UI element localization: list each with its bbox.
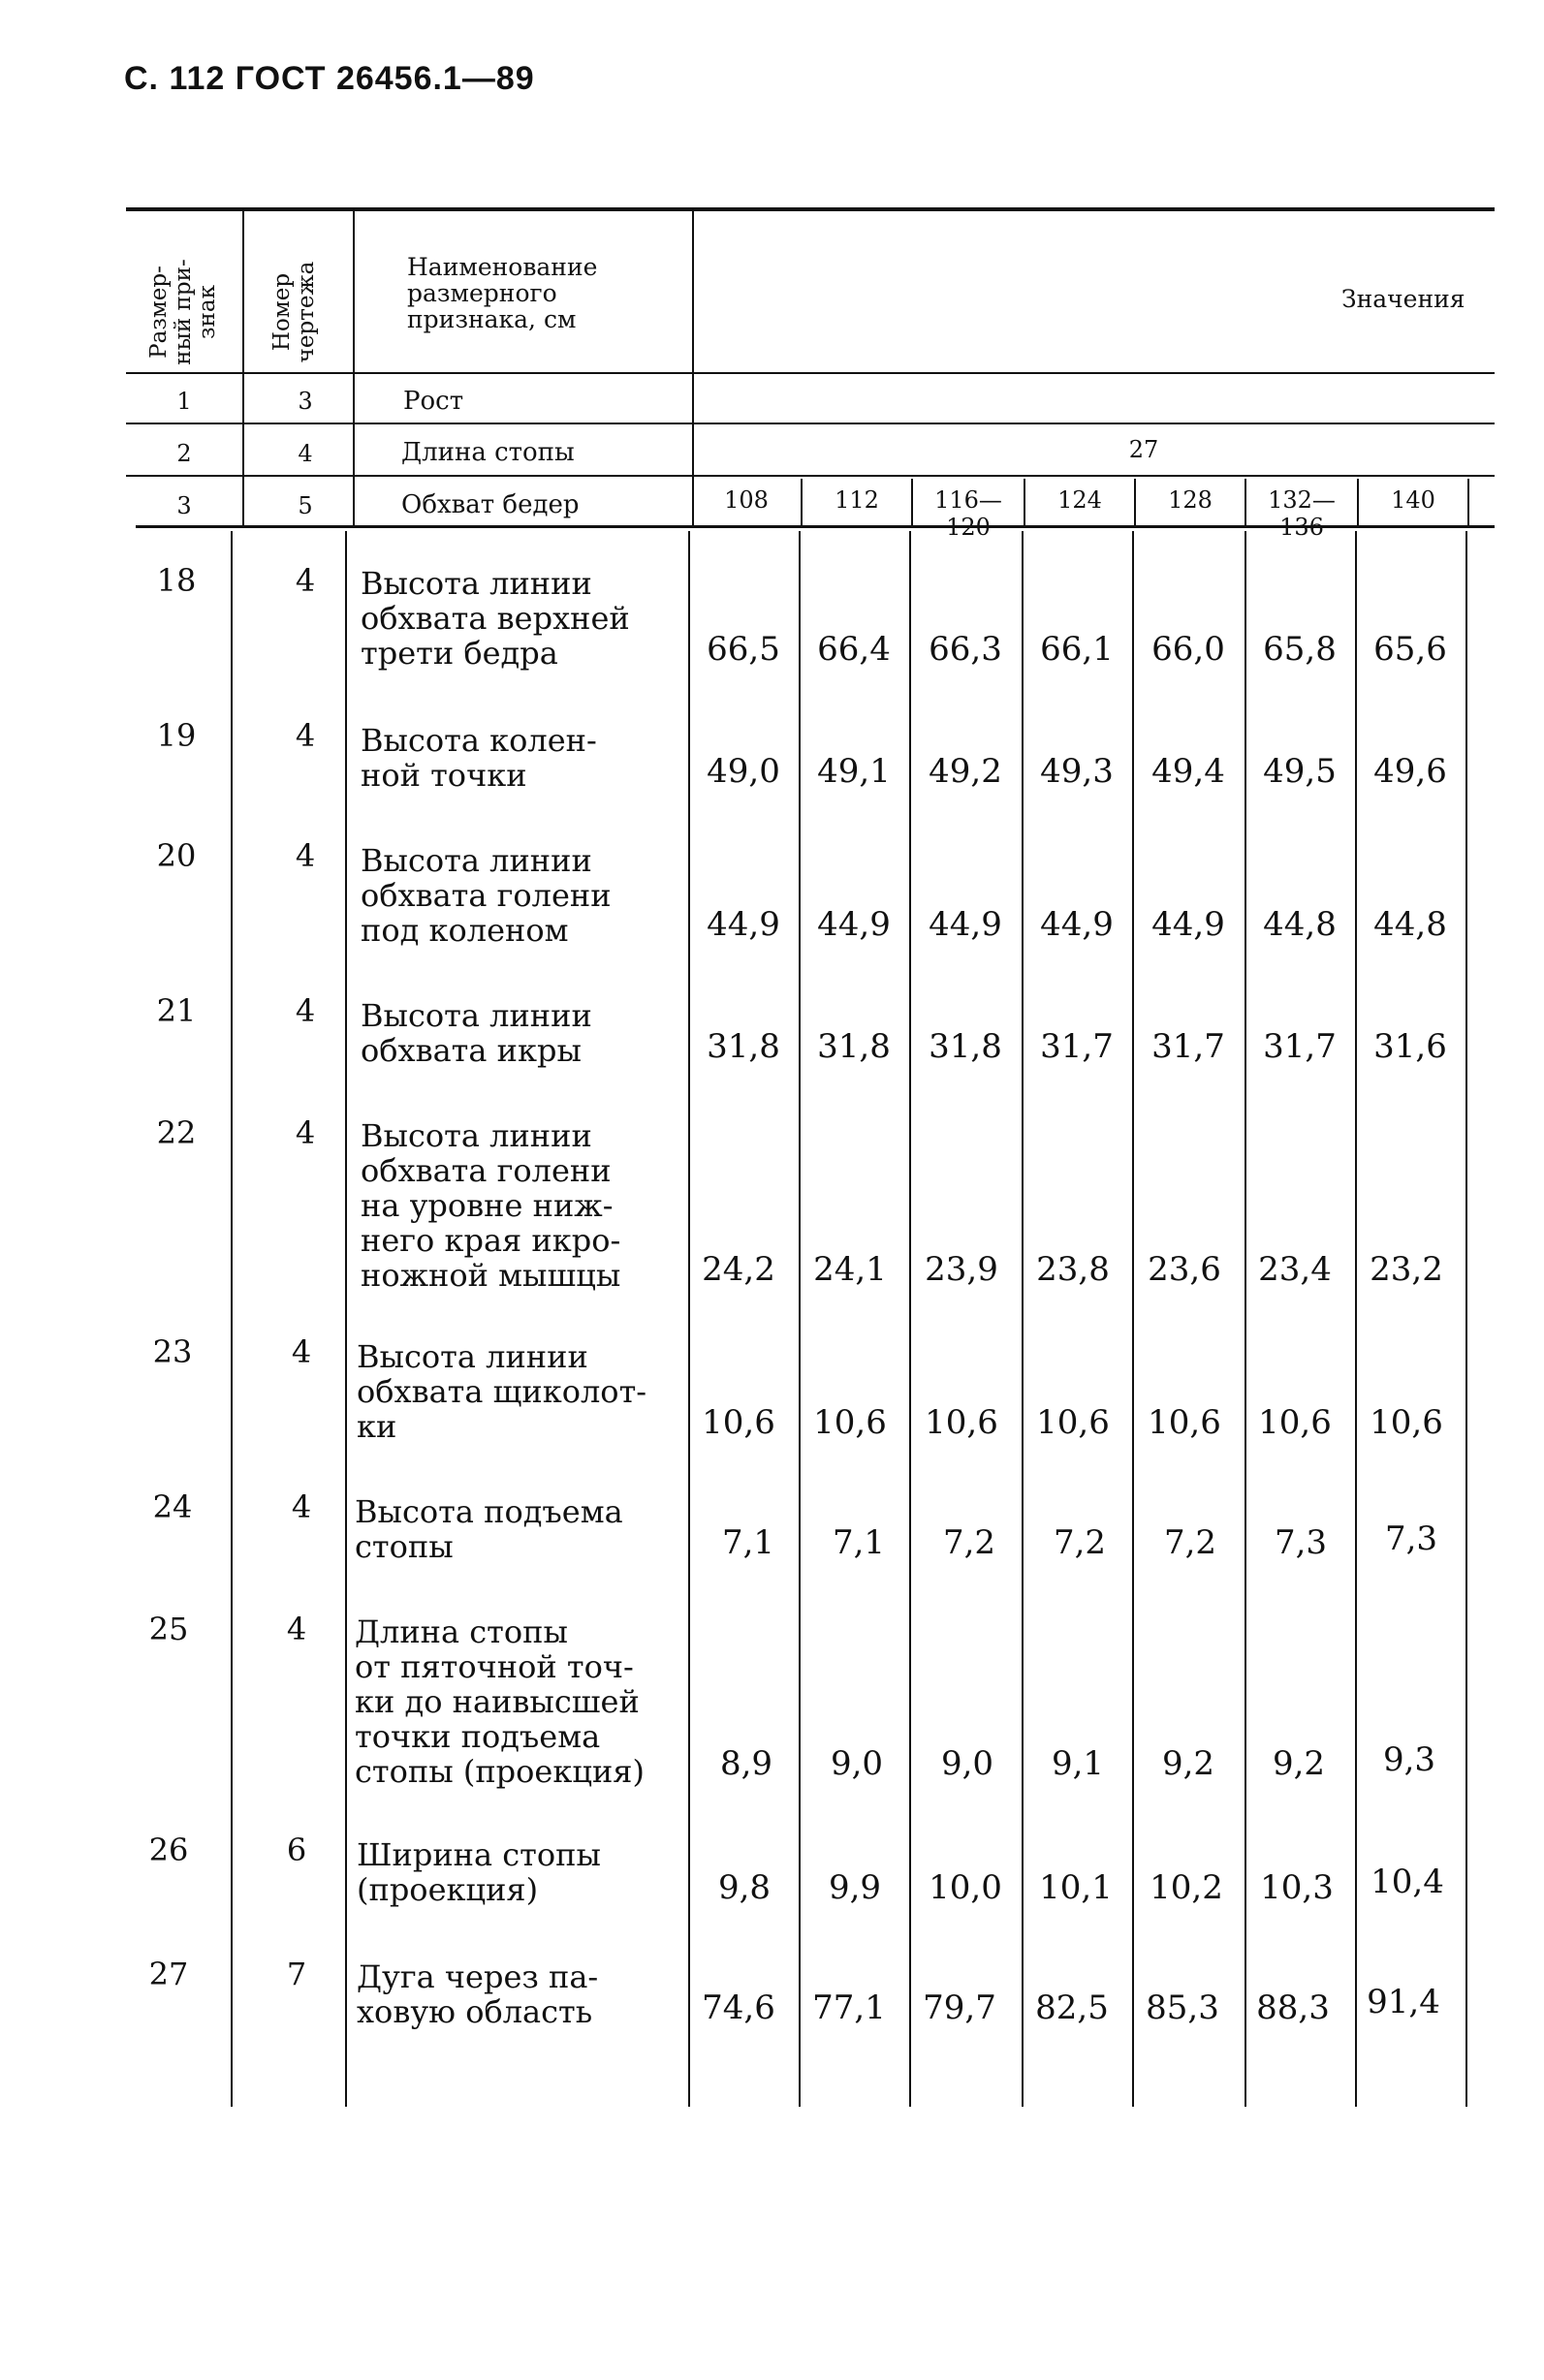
girth-value: 108 <box>724 486 769 514</box>
row-name: Высота линии обхвата голени под коленом <box>361 842 612 949</box>
row-value: 31,7 <box>1040 1027 1114 1066</box>
row-drawing: 4 <box>295 992 316 1029</box>
row-value: 10,6 <box>925 1403 998 1442</box>
row-value: 7,1 <box>832 1523 886 1562</box>
girth-value: 116—120 <box>934 486 1002 541</box>
header-bottom-rule <box>126 372 1495 374</box>
row-value: 10,6 <box>1258 1403 1332 1442</box>
row-drawing: 4 <box>291 1488 312 1525</box>
header-vline-3 <box>692 211 694 527</box>
body-vline <box>1245 531 1246 2107</box>
row-name: Высота линии обхвата щиколот- ки <box>357 1338 647 1445</box>
row-value: 23,2 <box>1370 1250 1443 1289</box>
row-value: 10,0 <box>929 1868 1002 1907</box>
row-name: Высота линии обхвата верхней трети бедра <box>361 565 630 672</box>
row-value: 7,3 <box>1274 1523 1328 1562</box>
row-value: 31,8 <box>929 1027 1002 1066</box>
girth-value: 128 <box>1168 486 1213 514</box>
row-value: 66,0 <box>1151 630 1225 669</box>
top-row-name: Длина стопы <box>401 438 575 467</box>
row-value: 49,4 <box>1151 752 1225 791</box>
row-value: 9,1 <box>1051 1744 1105 1783</box>
row-value: 66,4 <box>817 630 891 669</box>
row-number: 24 <box>152 1488 193 1525</box>
row-number: 25 <box>148 1611 189 1647</box>
row-value: 10,3 <box>1260 1868 1334 1907</box>
row-value: 85,3 <box>1146 1989 1219 2027</box>
row-value: 44,9 <box>929 905 1002 944</box>
row-drawing: 4 <box>291 1333 312 1370</box>
row-value: 66,5 <box>707 630 780 669</box>
row-drawing: 6 <box>286 1832 307 1868</box>
row-value: 74,6 <box>702 1989 775 2027</box>
row-number: 22 <box>156 1114 197 1151</box>
row-value: 65,8 <box>1263 630 1337 669</box>
row-value: 23,9 <box>925 1250 998 1289</box>
row-value: 31,8 <box>707 1027 780 1066</box>
row-drawing: 4 <box>295 717 316 754</box>
row-number: 26 <box>148 1832 189 1868</box>
row-value: 82,5 <box>1035 1989 1109 2027</box>
header-vline-2 <box>353 211 355 527</box>
row-number: 19 <box>156 717 197 754</box>
row-value: 49,5 <box>1263 752 1337 791</box>
row-value: 79,7 <box>923 1989 996 2027</box>
row-name: Ширина стопы (проекция) <box>357 1836 601 1908</box>
row-value: 31,8 <box>817 1027 891 1066</box>
top-row-drawing: 3 <box>298 388 313 415</box>
row-value: 44,9 <box>817 905 891 944</box>
body-vline <box>345 531 347 2107</box>
body-vline <box>231 531 233 2107</box>
row-value: 10,6 <box>813 1403 887 1442</box>
row-name: Высота подъема стопы <box>355 1493 623 1565</box>
row-value: 10,2 <box>1150 1868 1223 1907</box>
row-value: 49,0 <box>707 752 780 791</box>
row-value: 49,3 <box>1040 752 1114 791</box>
row-drawing: 4 <box>286 1611 307 1647</box>
row-value: 7,2 <box>942 1523 996 1562</box>
table-top-rule <box>126 207 1495 211</box>
row-value: 66,1 <box>1040 630 1114 669</box>
body-vline <box>799 531 801 2107</box>
body-vline <box>688 531 690 2107</box>
row-number: 18 <box>156 562 197 599</box>
row-number: 27 <box>148 1956 189 1992</box>
row-value: 9,0 <box>940 1744 994 1783</box>
foot-length-value: 27 <box>1128 436 1159 463</box>
header-col-values: Значения <box>1341 285 1465 313</box>
header-vline-1 <box>242 211 244 527</box>
row-value: 49,1 <box>817 752 891 791</box>
top-row-no: 1 <box>176 388 192 415</box>
row-name: Высота линии обхвата икры <box>361 997 592 1069</box>
row-drawing: 4 <box>295 562 316 599</box>
row-value: 44,9 <box>707 905 780 944</box>
row-value: 9,2 <box>1272 1744 1326 1783</box>
body-vline <box>1132 531 1134 2107</box>
row-name: Длина стопы от пяточной точ- ки до наивысшей точки подъема стопы (проекция) <box>355 1613 645 1790</box>
row-value: 31,7 <box>1263 1027 1337 1066</box>
header-col-size-feature: Размер- ный при- знак <box>146 259 220 365</box>
body-vline <box>1022 531 1024 2107</box>
row1-bottom-rule <box>126 423 1495 424</box>
row-value: 10,6 <box>1036 1403 1110 1442</box>
row-value: 24,2 <box>702 1250 775 1289</box>
row-value: 44,9 <box>1151 905 1225 944</box>
row-name: Дуга через па- ховую область <box>357 1958 599 2030</box>
row-value: 7,2 <box>1053 1523 1107 1562</box>
row-value: 9,8 <box>717 1868 772 1907</box>
top-row-drawing: 4 <box>298 440 313 467</box>
row-value: 31,6 <box>1373 1027 1447 1066</box>
row-value: 31,7 <box>1151 1027 1225 1066</box>
row-drawing: 4 <box>295 837 316 874</box>
top-row-no: 2 <box>176 440 192 467</box>
top-row-drawing: 5 <box>298 492 313 519</box>
row-value: 23,4 <box>1258 1250 1332 1289</box>
row-value: 8,9 <box>719 1744 773 1783</box>
header-col-feature-name: Наименование размерного признака, см <box>407 253 598 333</box>
row-value: 88,3 <box>1256 1989 1330 2027</box>
body-vline <box>1355 531 1357 2107</box>
row-value: 77,1 <box>812 1989 886 2027</box>
row-value: 10,6 <box>1148 1403 1221 1442</box>
row-name: Высота линии обхвата голени на уровне ниж- него края икро- ножной мышцы <box>361 1117 621 1294</box>
girth-value: 124 <box>1057 486 1102 514</box>
row-value: 23,8 <box>1036 1250 1110 1289</box>
row-value: 10,4 <box>1371 1863 1444 1901</box>
row-value: 91,4 <box>1367 1983 1440 2021</box>
row-value: 9,9 <box>828 1868 882 1907</box>
row-value: 49,6 <box>1373 752 1447 791</box>
body-vline <box>909 531 911 2107</box>
row-value: 7,3 <box>1384 1519 1438 1558</box>
body-vline <box>1465 531 1467 2107</box>
row-name: Высота колен- ной точки <box>361 722 597 794</box>
row-number: 20 <box>156 837 197 874</box>
row-value: 44,8 <box>1373 905 1447 944</box>
row-value: 66,3 <box>929 630 1002 669</box>
girth-value: 112 <box>835 486 879 514</box>
row-value: 10,6 <box>1370 1403 1443 1442</box>
page-header: С. 112 ГОСТ 26456.1—89 <box>124 60 535 97</box>
row-value: 10,1 <box>1039 1868 1113 1907</box>
row-value: 24,1 <box>813 1250 887 1289</box>
header-col-drawing-no: Номер чертежа <box>269 261 319 363</box>
top-row-name: Обхват бедер <box>401 490 580 519</box>
top-row-no: 3 <box>176 492 192 519</box>
row-value: 9,0 <box>830 1744 884 1783</box>
row-drawing: 4 <box>295 1114 316 1151</box>
row2-bottom-rule <box>126 475 1495 477</box>
top-row-name: Рост <box>403 387 464 416</box>
row-value: 49,2 <box>929 752 1002 791</box>
row-value: 7,2 <box>1163 1523 1217 1562</box>
row-number: 21 <box>156 992 197 1029</box>
row-number: 23 <box>152 1333 193 1370</box>
row-value: 23,6 <box>1148 1250 1221 1289</box>
girth-vline <box>1467 479 1469 525</box>
row-value: 7,1 <box>721 1523 775 1562</box>
girth-value: 140 <box>1391 486 1435 514</box>
row-drawing: 7 <box>286 1956 307 1992</box>
girth-value: 132—136 <box>1268 486 1336 541</box>
row-value: 44,9 <box>1040 905 1114 944</box>
row-value: 10,6 <box>702 1403 775 1442</box>
row-value: 9,2 <box>1161 1744 1215 1783</box>
row-value: 44,8 <box>1263 905 1337 944</box>
row-value: 9,3 <box>1382 1740 1436 1779</box>
row-value: 65,6 <box>1373 630 1447 669</box>
